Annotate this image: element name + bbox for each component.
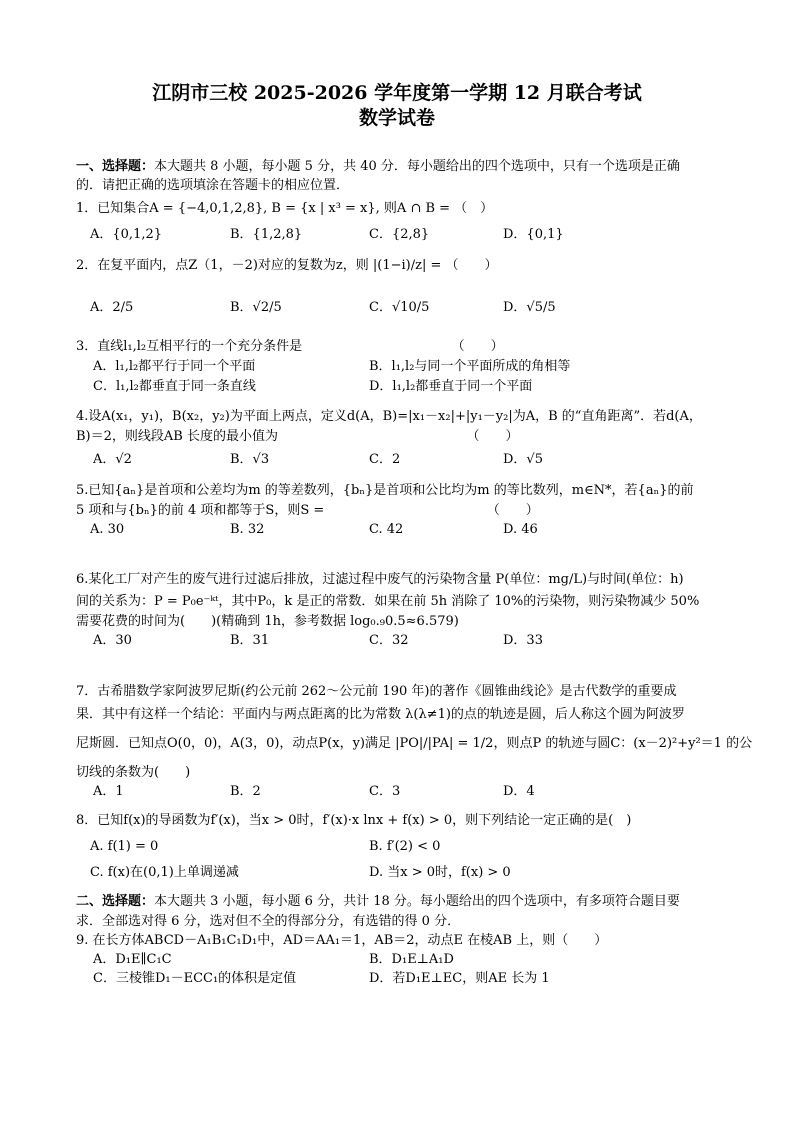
q5-option-d: D. 46 [503,522,538,537]
section2-intro-line1: 本大题共 3 小题，每小题 6 分，共计 18 分。每小题给出的四个选项中，有多项符合题目要 [154,894,680,909]
q8-option-a: A. f(1) = 0 [90,839,159,854]
section1-intro-line2: 的．请把正确的选项填涂在答题卡的相应位置． [76,178,350,193]
section1-intro-line1: 本大题共 8 小题，每小题 5 分，共 40 分．每小题给出的四个选项中，只有一个选项是正确 [154,159,680,174]
q3-option-c: C．l₁,l₂都垂直于同一条直线 [93,379,256,394]
section2-intro [76,893,680,911]
q3-option-d: D．l₁,l₂都垂直于同一个平面 [369,379,533,394]
q2-option-a: A．2/5 [90,300,134,315]
q9-option-d: D．若D₁E⊥EC，则AE 长为 1 [369,971,550,986]
q4-option-c: C．2 [369,452,401,467]
q5-option-b: B. 32 [230,522,265,537]
q4-option-a: A．√2 [93,452,132,467]
q6-option-d: D．33 [503,633,543,648]
q8-option-d: D. 当x > 0时，f(x) > 0 [369,865,511,880]
q6-line1: 6.某化工厂对产生的废气进行过滤后排放，过滤过程中废气的污染物含量 P(单位：mg/L)与时间(单位：h) [76,572,684,587]
q6-line3: 需要花费的时间为( )(精确到 1h，参考数据 log₀.₉0.5≈6.579) [76,614,459,629]
q2-option-b: B．√2/5 [230,300,282,315]
q1-option-c: C．{2,8} [369,227,430,242]
section1-intro [76,158,680,176]
q4-line2: B)＝2，则线段AB 长度的最小值为 （ ） [76,429,519,444]
q7-line3: 尼斯圆．已知点O(0，0)，A(3，0)，动点P(x，y)满足 |PO|/|PA| = 1/2，则点P 的轨迹与圆C：(x－2)²+y²＝1 的公 [76,736,753,751]
q7-option-d: D．4 [503,784,535,799]
section2-label: 二、选择题： [76,894,155,909]
q4-option-d: D．√5 [503,452,543,467]
q9-stem: 9. 在长方体ABCD－A₁B₁C₁D₁中，AD＝AA₁＝1，AB＝2，动点E 在棱AB 上，则（ ） [76,933,608,948]
q7-line4: 切线的条数为( ) [76,765,191,780]
q7-line1: 7．古希腊数学家阿波罗尼斯(约公元前 262～公元前 190 年)的著作《圆锥曲线论》是古代数学的重要成 [76,684,677,699]
q8-stem: 8．已知f(x)的导函数为f′(x)，当x > 0时，f′(x)·x lnx + f(x) > 0，则下列结论一定正确的是( ) [76,813,632,828]
q1-option-b: B．{1,2,8} [230,227,303,242]
q1-option-a: A．{0,1,2} [90,227,163,242]
q6-line2: 间的关系为：P = P₀e⁻ᵏᵗ，其中P₀，k 是正的常数．如果在前 5h 消除了 10%的污染物，则污染物减少 50% [76,594,700,609]
section1-label: 一、选择题： [76,159,155,174]
q6-option-b: B．31 [230,633,270,648]
q8-option-b: B. f′(2) < 0 [369,839,441,854]
exam-title: 江阴市三校 2025-2026 学年度第一学期 12 月联合考试 [152,82,642,104]
q5-option-a: A. 30 [90,522,125,537]
q5-option-c: C. 42 [369,522,404,537]
q8-option-c: C. f(x)在(0,1)上单调递减 [90,865,239,880]
q7-line2: 果．其中有这样一个结论：平面内与两点距离的比为常数 λ(λ≠1)的点的轨迹是圆，后人称这个圆为阿波罗 [76,707,685,722]
q7-option-b: B．2 [230,784,261,799]
q4-line1: 4.设A(x₁，y₁)，B(x₂，y₂)为平面上两点，定义d(A，B)=|x₁－x₂|+|y₁－y₂|为A，B 的“直角距离”．若d(A， [76,409,702,424]
section2-intro-line2: 求．全部选对得 6 分，选对但不全的得部分分，有选错的得 0 分． [76,914,461,929]
q3-option-a: A．l₁,l₂都平行于同一个平面 [93,359,256,374]
q1-stem: 1．已知集合A = {−4,0,1,2,8}, B = {x | x³ = x}, 则A ∩ B = （ ） [76,201,494,216]
q9-option-b: B．D₁E⊥A₁D [369,952,454,967]
exam-subtitle: 数学试卷 [358,107,435,129]
q6-option-a: A．30 [93,633,132,648]
q3-stem: 3．直线l₁,l₂互相平行的一个充分条件是 （ ） [76,339,504,354]
q2-option-d: D．√5/5 [503,300,556,315]
q5-line1: 5.已知{aₙ}是首项和公差均为m 的等差数列，{bₙ}是首项和公比均为m 的等比数列，m∈N*，若{aₙ}的前 [76,483,694,498]
q5-line2: 5 项和与{bₙ}的前 4 项和都等于S，则S = （ ） [76,503,539,518]
q6-option-c: C．32 [369,633,409,648]
q1-option-d: D．{0,1} [503,227,564,242]
q4-option-b: B．√3 [230,452,270,467]
q2-option-c: C．√10/5 [369,300,430,315]
q7-option-a: A．1 [93,784,124,799]
q3-option-b: B．l₁,l₂与同一个平面所成的角相等 [369,359,571,374]
q9-option-a: A．D₁E∥C₁C [93,952,172,967]
q9-option-c: C．三棱锥D₁－ECC₁的体积是定值 [93,971,297,986]
q7-option-c: C．3 [369,784,401,799]
q2-stem: 2．在复平面内，点Z（1，－2)对应的复数为z，则 |(1−i)/z| = （ ） [76,258,498,273]
